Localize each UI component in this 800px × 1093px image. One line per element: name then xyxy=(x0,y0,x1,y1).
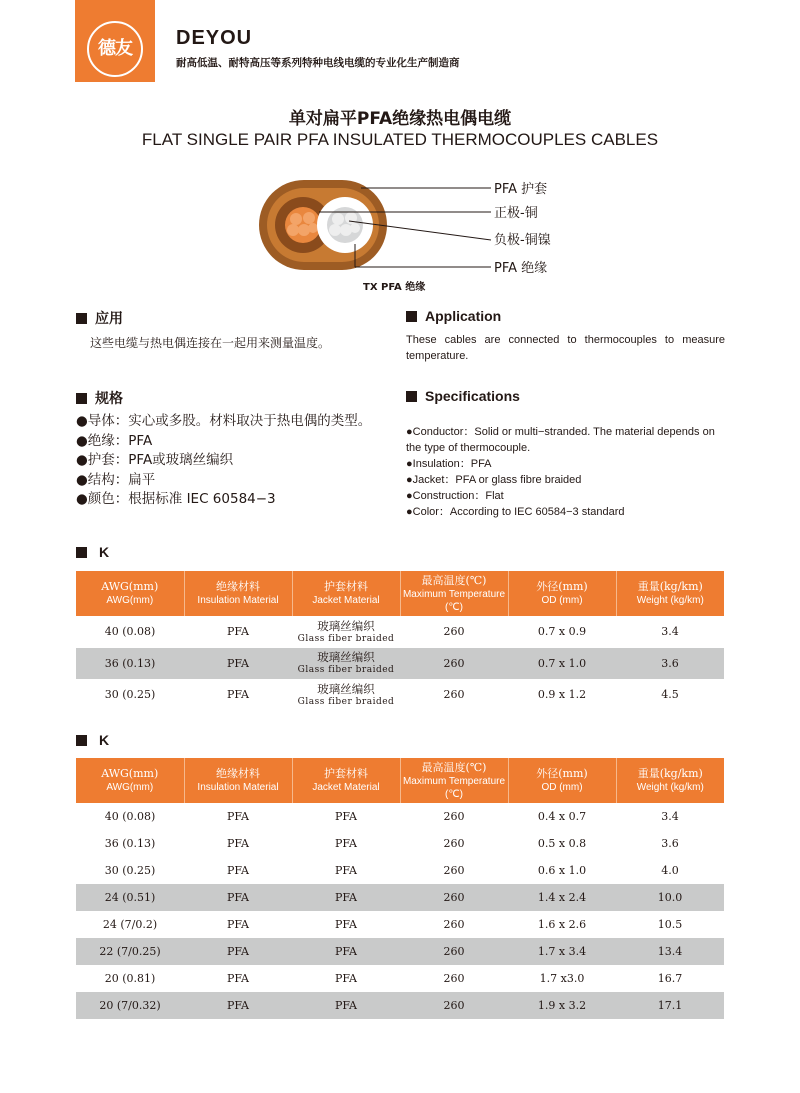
cell-weight: 17.1 xyxy=(616,992,724,1019)
cell-max-temp: 260 xyxy=(443,625,465,639)
cell-insulation: PFA xyxy=(226,972,250,985)
cable-illustration xyxy=(255,172,575,297)
table1 xyxy=(76,571,724,711)
bullet-square-icon xyxy=(406,311,417,322)
cell-awg: 40 (0.08) xyxy=(104,810,156,823)
cell-jacket: PFA xyxy=(292,992,400,1019)
table2-label: K xyxy=(76,732,109,748)
page-title-en: FLAT SINGLE PAIR PFA INSULATED THERMOCOUPLES CABLES xyxy=(141,130,659,149)
table2-header-row xyxy=(76,758,724,803)
spec-item: ●绝缘：PFA xyxy=(76,432,153,449)
cell-weight: 4.5 xyxy=(661,688,679,702)
cell-max-temp: 260 xyxy=(443,918,465,931)
cell-od: 1.6 x 2.6 xyxy=(537,918,587,931)
table-row xyxy=(76,938,724,965)
col-header-insulation: 绝缘材料 Insulation Material xyxy=(184,571,292,616)
callout-jacket: PFA 护套 xyxy=(494,182,548,197)
cell-max-temp: 260 xyxy=(443,972,465,985)
cell-max-temp: 260 xyxy=(400,648,508,680)
cell-awg: 24 (7/0.2) xyxy=(102,918,158,931)
cell-max-temp: 260 xyxy=(443,810,465,823)
application-text-cn: 这些电缆与热电偶连接在一起用来测量温度。 xyxy=(90,336,331,350)
cell-jacket: PFA xyxy=(334,972,358,985)
cell-jacket: PFA xyxy=(334,918,358,931)
cell-jacket: PFA xyxy=(334,810,358,823)
cell-weight: 3.6 xyxy=(616,648,724,680)
table-row xyxy=(76,992,724,1019)
cell-insulation: PFA xyxy=(184,992,292,1019)
cell-weight: 10.5 xyxy=(657,918,683,931)
cell-weight: 10.0 xyxy=(616,884,724,911)
table-row xyxy=(76,679,724,711)
cell-weight: 13.4 xyxy=(616,938,724,965)
cell-max-temp: 260 xyxy=(443,688,465,702)
specifications-heading-en: Specifications xyxy=(406,388,520,404)
cell-od: 0.5 x 0.8 xyxy=(537,837,587,850)
spec-item: ●Conductor：Solid or multi−stranded. The material depends on the type of thermocouple. xyxy=(406,426,715,454)
cell-weight: 3.6 xyxy=(661,837,679,850)
cell-awg: 40 (0.08) xyxy=(104,625,156,639)
cell-od: 1.4 x 2.4 xyxy=(508,884,616,911)
col-header-awg: AWG(mm) AWG(mm) xyxy=(76,571,184,616)
spec-item: ●导体：实心或多股。材料取决于热电偶的类型。 xyxy=(76,413,372,429)
table-row xyxy=(76,965,724,992)
cell-insulation: PFA xyxy=(226,864,250,877)
table2 xyxy=(76,758,724,1019)
bullet-square-icon xyxy=(76,313,87,324)
spec-item: ●Construction：Flat xyxy=(406,490,504,502)
spec-item: ●Insulation：PFA xyxy=(406,458,492,470)
cell-max-temp: 260 xyxy=(400,992,508,1019)
cell-jacket: 玻璃丝编织 Glass fiber braided xyxy=(292,648,400,680)
col-header-od: 外径(mm) OD (mm) xyxy=(508,571,616,616)
col-header-max-temp: 最高温度(℃) Maximum Temperature (℃) xyxy=(400,571,508,616)
spec-item: ●护套：PFA或玻璃丝编织 xyxy=(76,452,234,468)
cell-weight: 3.4 xyxy=(661,625,679,639)
spec-item: ●Color：According to IEC 60584−3 standard xyxy=(406,506,625,518)
col-header-jacket: 护套材料 Jacket Material xyxy=(292,571,400,616)
cell-jacket: 玻璃丝编织 Glass fiber braided xyxy=(297,681,395,707)
cell-jacket: PFA xyxy=(292,884,400,911)
application-text-en: These cables are connected to thermocouples to measure temperature. xyxy=(406,334,725,362)
callout-insulation: PFA 绝缘 xyxy=(494,261,548,276)
cell-od: 1.7 x 3.4 xyxy=(508,938,616,965)
col-header-awg: AWG(mm) AWG(mm) xyxy=(76,758,184,803)
cell-od: 0.9 x 1.2 xyxy=(537,688,587,702)
cell-weight: 16.7 xyxy=(657,972,683,985)
cell-insulation: PFA xyxy=(226,625,250,639)
col-header-od: 外径(mm) OD (mm) xyxy=(508,758,616,803)
col-header-weight: 重量(kg/km) Weight (kg/km) xyxy=(616,571,724,616)
cell-od: 0.6 x 1.0 xyxy=(537,864,587,877)
spec-item: ●结构：扁平 xyxy=(76,471,156,488)
cell-insulation: PFA xyxy=(226,918,250,931)
page-title-cn: 单对扁平PFA绝缘热电偶电缆 xyxy=(288,109,512,129)
spec-item: ●颜色：根据标准 IEC 60584−3 xyxy=(76,491,276,507)
cell-insulation: PFA xyxy=(226,688,250,702)
cell-awg: 20 (0.81) xyxy=(104,972,156,985)
diagram-caption: TX PFA 绝缘 xyxy=(363,282,426,293)
table-row xyxy=(76,616,724,648)
brand-tagline: 耐高低温、耐特高压等系列特种电线电缆的专业化生产制造商 xyxy=(176,57,460,69)
cell-awg: 30 (0.25) xyxy=(104,864,156,877)
col-header-max-temp: 最高温度(℃) Maximum Temperature (℃) xyxy=(400,758,508,803)
cell-max-temp: 260 xyxy=(443,837,465,850)
table1-header-row xyxy=(76,571,724,616)
table-row xyxy=(76,884,724,911)
application-heading-en: Application xyxy=(406,308,501,324)
cell-jacket: PFA xyxy=(334,864,358,877)
specifications-list-en xyxy=(406,424,726,520)
table-row xyxy=(76,830,724,857)
cell-insulation: PFA xyxy=(226,837,250,850)
spec-item: ●Jacket：PFA or glass fibre braided xyxy=(406,474,582,486)
company-logo: 德友 xyxy=(87,21,143,77)
cell-max-temp: 260 xyxy=(443,864,465,877)
cell-od: 0.7 x 1.0 xyxy=(508,648,616,680)
cell-od: 1.7 x3.0 xyxy=(539,972,585,985)
cell-max-temp: 260 xyxy=(400,938,508,965)
cell-insulation: PFA xyxy=(226,810,250,823)
cell-awg: 30 (0.25) xyxy=(104,688,156,702)
table-row xyxy=(76,803,724,830)
cell-insulation: PFA xyxy=(184,648,292,680)
cell-awg: 20 (7/0.32) xyxy=(76,992,184,1019)
col-header-jacket: 护套材料 Jacket Material xyxy=(292,758,400,803)
cell-insulation: PFA xyxy=(184,938,292,965)
logo-block xyxy=(75,0,155,82)
cell-max-temp: 260 xyxy=(400,884,508,911)
bullet-square-icon xyxy=(406,391,417,402)
cell-awg: 24 (0.51) xyxy=(76,884,184,911)
cable-cross-section-diagram xyxy=(255,172,575,301)
cell-jacket: PFA xyxy=(334,837,358,850)
brand-name: DEYOU xyxy=(176,27,253,49)
cell-insulation: PFA xyxy=(184,884,292,911)
cell-awg: 36 (0.13) xyxy=(104,837,156,850)
cell-od: 0.7 x 0.9 xyxy=(537,625,587,639)
callout-positive: 正极-铜 xyxy=(494,206,538,221)
table-row xyxy=(76,857,724,884)
table-row xyxy=(76,648,724,680)
cell-od: 0.4 x 0.7 xyxy=(537,810,587,823)
bullet-square-icon xyxy=(76,393,87,404)
table-row xyxy=(76,911,724,938)
bullet-square-icon xyxy=(76,547,87,558)
callout-negative: 负极-铜镍 xyxy=(494,233,551,248)
bullet-square-icon xyxy=(76,735,87,746)
cell-jacket: PFA xyxy=(292,938,400,965)
table1-label: K xyxy=(76,544,109,560)
specifications-heading-cn: 规格 xyxy=(76,388,123,408)
specifications-list-cn xyxy=(76,412,396,510)
cell-awg: 36 (0.13) xyxy=(76,648,184,680)
cell-od: 1.9 x 3.2 xyxy=(508,992,616,1019)
cell-jacket: 玻璃丝编织 Glass fiber braided xyxy=(297,618,395,644)
application-heading-cn: 应用 xyxy=(76,308,123,328)
col-header-weight: 重量(kg/km) Weight (kg/km) xyxy=(616,758,724,803)
cell-weight: 4.0 xyxy=(661,864,679,877)
cell-weight: 3.4 xyxy=(661,810,679,823)
cell-awg: 22 (7/0.25) xyxy=(76,938,184,965)
col-header-insulation: 绝缘材料 Insulation Material xyxy=(184,758,292,803)
